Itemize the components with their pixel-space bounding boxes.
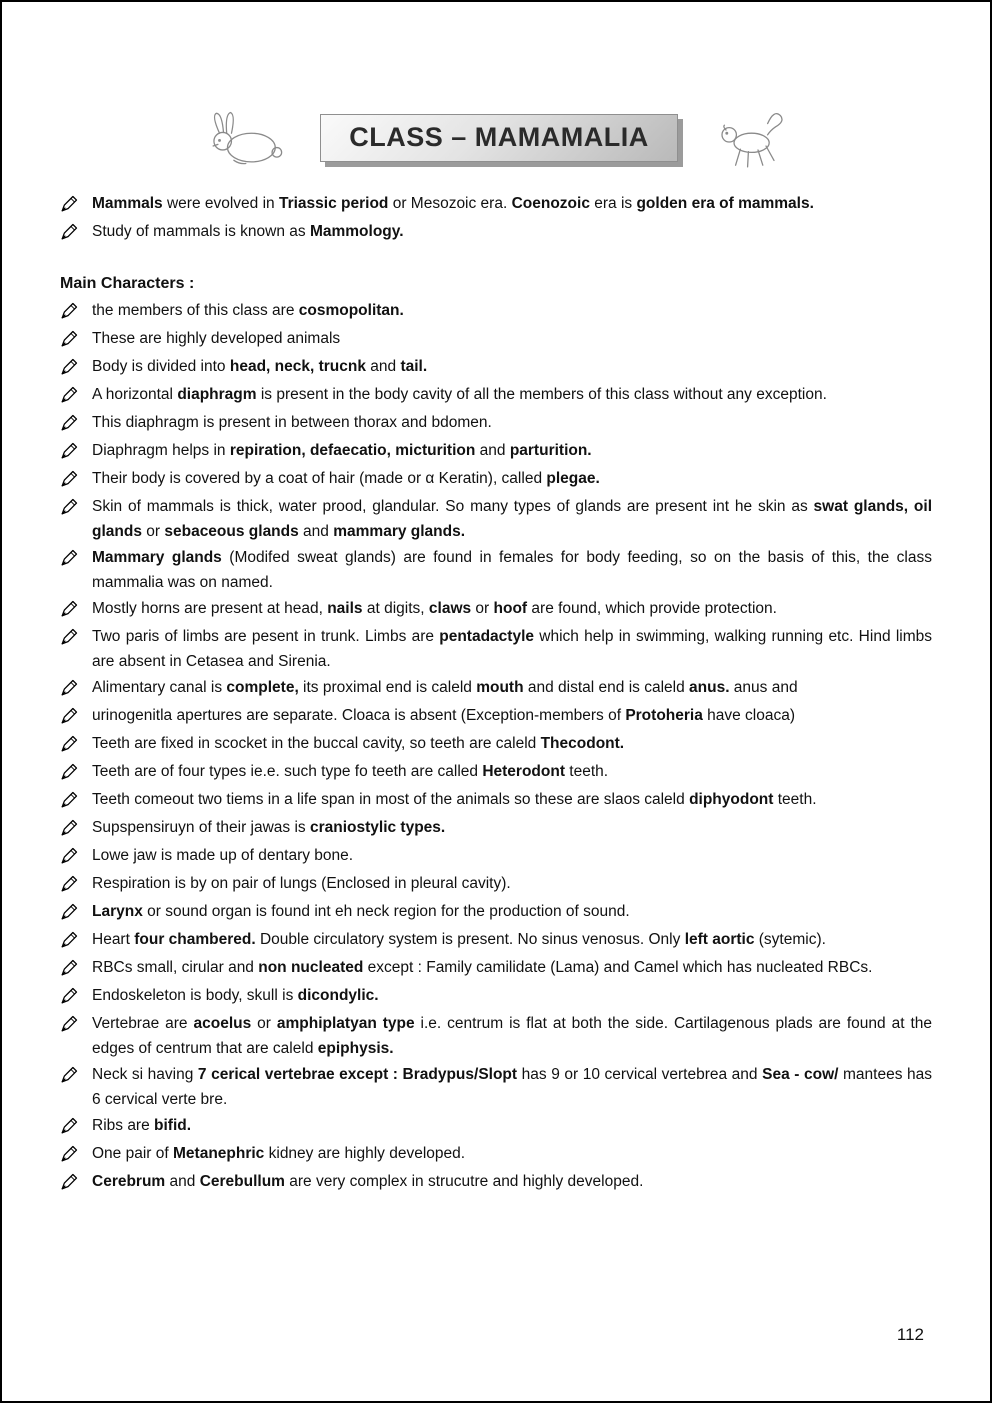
page-header xyxy=(2,106,990,170)
pencil-bullet-icon xyxy=(60,703,92,730)
pencil-bullet-icon xyxy=(60,815,92,842)
pencil-bullet-icon xyxy=(60,298,92,325)
pencil-bullet-icon xyxy=(60,596,92,623)
bullet-text: Body is divided into head, neck, trucnk and tail. xyxy=(92,358,428,375)
bullet-item xyxy=(60,899,932,926)
bullet-text: Skin of mammals is thick, water prood, glandular. So many types of glands are present int he skin as swat glands, oil glands or sebaceous glands and mammary glands. xyxy=(92,498,932,540)
section-heading: Main Characters : xyxy=(60,275,195,292)
page-title-text: CLASS – MAMAMALIA xyxy=(349,122,649,152)
bullet-item xyxy=(60,382,932,409)
bullet-item xyxy=(60,731,932,758)
bullet-item xyxy=(60,624,932,674)
bullet-text: Study of mammals is known as Mammology. xyxy=(92,223,404,240)
bullet-item xyxy=(60,703,932,730)
bullet-text: Mammals were evolved in Triassic period or Mesozoic era. Coenozoic era is golden era of mammals. xyxy=(92,195,814,212)
bullet-item xyxy=(60,759,932,786)
bullet-item xyxy=(60,298,932,325)
bullet-item xyxy=(60,843,932,870)
bullet-item xyxy=(60,466,932,493)
bullet-item xyxy=(60,219,932,246)
intro-bullet-list xyxy=(60,191,932,246)
pencil-bullet-icon xyxy=(60,1011,92,1038)
bullet-item xyxy=(60,815,932,842)
bullet-text: Lowe jaw is made up of dentary bone. xyxy=(92,847,354,864)
bullet-text: Teeth are of four types ie.e. such type fo teeth are called Heterodont teeth. xyxy=(92,763,609,780)
rabbit-illustration-icon xyxy=(202,107,288,169)
bullet-text: Vertebrae are acoelus or amphiplatyan type i.e. centrum is flat at both the side. Cartilagenous plads are found at the edges of centrum that are caleld epiphysis. xyxy=(92,1015,932,1057)
pencil-bullet-icon xyxy=(60,927,92,954)
pencil-bullet-icon xyxy=(60,675,92,702)
bullet-text: Mostly horns are present at head, nails at digits, claws or hoof are found, which provide protection. xyxy=(92,600,777,617)
bullet-item xyxy=(60,955,932,982)
bullet-item xyxy=(60,1141,932,1168)
bullet-text: A horizontal diaphragm is present in the body cavity of all the members of this class without any exception. xyxy=(92,386,827,403)
bullet-item xyxy=(60,438,932,465)
bullet-text: Supspensiruyn of their jawas is craniostylic types. xyxy=(92,819,446,836)
bullet-text: One pair of Metanephric kidney are highly developed. xyxy=(92,1145,466,1162)
pencil-bullet-icon xyxy=(60,1141,92,1168)
bullet-text: urinogenitla apertures are separate. Cloaca is absent (Exception-members of Protoheria have cloaca) xyxy=(92,707,796,724)
pencil-bullet-icon xyxy=(60,843,92,870)
bullet-item xyxy=(60,191,932,218)
pencil-bullet-icon xyxy=(60,219,92,246)
main-bullet-list xyxy=(60,298,932,1196)
bullet-text: This diaphragm is present in between thorax and bdomen. xyxy=(92,414,492,431)
pencil-bullet-icon xyxy=(60,871,92,898)
bullet-text: These are highly developed animals xyxy=(92,330,341,347)
pencil-bullet-icon xyxy=(60,787,92,814)
bullet-item xyxy=(60,545,932,595)
bullet-item xyxy=(60,326,932,353)
bullet-text: Two paris of limbs are pesent in trunk. Limbs are pentadactyle which help in swimming, walking running etc. Hind limbs are absent in Cetasea and Sirenia. xyxy=(92,628,932,670)
pencil-bullet-icon xyxy=(60,382,92,409)
bullet-item xyxy=(60,1113,932,1140)
pencil-bullet-icon xyxy=(60,545,92,572)
bullet-item xyxy=(60,983,932,1010)
pencil-bullet-icon xyxy=(60,354,92,381)
bullet-text: the members of this class are cosmopolitan. xyxy=(92,302,404,319)
bullet-item xyxy=(60,1169,932,1196)
document-body xyxy=(2,170,990,1196)
page-number: 112 xyxy=(896,1325,924,1344)
pencil-bullet-icon xyxy=(60,326,92,353)
bullet-text: Larynx or sound organ is found int eh neck region for the production of sound. xyxy=(92,903,630,920)
bullet-item xyxy=(60,675,932,702)
pencil-bullet-icon xyxy=(60,1113,92,1140)
bullet-item xyxy=(60,410,932,437)
pencil-bullet-icon xyxy=(60,1062,92,1089)
bullet-text: Ribs are bifid. xyxy=(92,1117,192,1134)
pencil-bullet-icon xyxy=(60,983,92,1010)
bullet-item xyxy=(60,1062,932,1112)
bullet-text: Cerebrum and Cerebullum are very complex in strucutre and highly developed. xyxy=(92,1173,644,1190)
bullet-text: Respiration is by on pair of lungs (Enclosed in pleural cavity). xyxy=(92,875,511,892)
bullet-text: Teeth are fixed in scocket in the buccal cavity, so teeth are caleld Thecodont. xyxy=(92,735,625,752)
bullet-item xyxy=(60,787,932,814)
bullet-item xyxy=(60,354,932,381)
pencil-bullet-icon xyxy=(60,955,92,982)
bullet-text: RBCs small, cirular and non nucleated except : Family camilidate (Lama) and Camel which has nucleated RBCs. xyxy=(92,959,873,976)
bullet-item xyxy=(60,596,932,623)
pencil-bullet-icon xyxy=(60,410,92,437)
bullet-item xyxy=(60,494,932,544)
spacer xyxy=(60,247,932,271)
pencil-bullet-icon xyxy=(60,624,92,651)
bullet-text: Endoskeleton is body, skull is dicondylic. xyxy=(92,987,379,1004)
pencil-bullet-icon xyxy=(60,494,92,521)
bullet-item xyxy=(60,927,932,954)
pencil-bullet-icon xyxy=(60,1169,92,1196)
bullet-text: Alimentary canal is complete, its proximal end is caleld mouth and distal end is caleld anus. anus and xyxy=(92,679,798,696)
bullet-text: Diaphragm helps in repiration, defaecatio, micturition and parturition. xyxy=(92,442,592,459)
page-title xyxy=(320,114,678,162)
bullet-text: Teeth comeout two tiems in a life span in most of the animals so these are slaos caleld diphyodont teeth. xyxy=(92,791,817,808)
pencil-bullet-icon xyxy=(60,759,92,786)
bullet-text: Neck si having 7 cerical vertebrae except : Bradypus/Slopt has 9 or 10 cervical vertebrea and Sea - cow/ mantees has 6 cervical verte bre. xyxy=(92,1066,933,1108)
monkey-illustration-icon xyxy=(710,106,790,170)
bullet-text: Heart four chambered. Double circulatory system is present. No sinus venosus. Only left aortic (sytemic). xyxy=(92,931,826,948)
bullet-item xyxy=(60,871,932,898)
pencil-bullet-icon xyxy=(60,731,92,758)
pencil-bullet-icon xyxy=(60,191,92,218)
pencil-bullet-icon xyxy=(60,438,92,465)
pencil-bullet-icon xyxy=(60,899,92,926)
pencil-bullet-icon xyxy=(60,466,92,493)
bullet-text: Their body is covered by a coat of hair (made or α Keratin), called plegae. xyxy=(92,470,600,487)
bullet-item xyxy=(60,1011,932,1061)
bullet-text: Mammary glands (Modifed sweat glands) are found in females for body feeding, so on the basis of this, the class mammalia was on named. xyxy=(92,549,932,591)
